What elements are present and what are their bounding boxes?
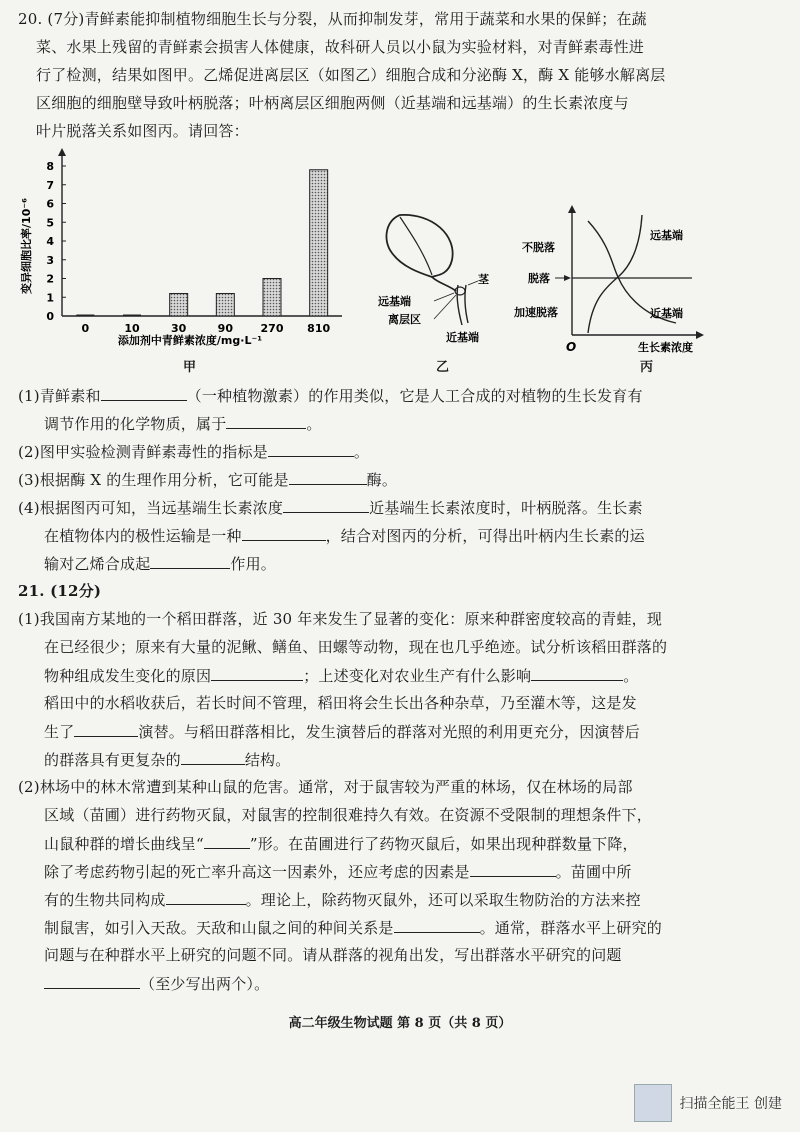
figure-jia-label: 甲 bbox=[183, 360, 197, 375]
scanner-watermark-text: 扫描全能王 创建 bbox=[679, 1096, 782, 1112]
bing-xlabel: 生长素浓度 bbox=[638, 341, 693, 354]
answer-blank[interactable] bbox=[268, 438, 354, 457]
answer-blank[interactable] bbox=[242, 522, 326, 541]
answer-blank[interactable] bbox=[394, 914, 480, 933]
q21-p1-line2: 在已经很少；原来有大量的泥鳅、鳝鱼、田螺等动物，现在也几乎绝迹。试分析该稻田群落的 bbox=[44, 638, 668, 656]
q21-p2-line7: 问题与在种群水平上研究的问题不同。请从群落的视角出发，写出群落水平研究的问题 bbox=[44, 946, 622, 964]
q21-p1-line5: 生了 演替。与稻田群落相比，发生演替后的群落对光照的利用更充分，因演替后 bbox=[44, 718, 640, 745]
q20-line-3: 行了检测，结果如图甲。乙烯促进离层区（如图乙）细胞合成和分泌酶 X，酶 X 能够水解离层 bbox=[36, 66, 666, 84]
jia-category-label: 30 bbox=[171, 322, 187, 335]
stem-label: 茎 bbox=[478, 273, 489, 286]
figure-jia-bar-chart bbox=[14, 146, 354, 376]
answer-blank[interactable] bbox=[531, 662, 623, 681]
bing-no-fall-label: 不脱落 bbox=[522, 241, 555, 254]
answer-blank[interactable] bbox=[150, 550, 230, 569]
q20-sub2: (2)图甲实验检测青鲜素毒性的指标是 。 bbox=[18, 438, 369, 465]
q20-line-2: 菜、水果上残留的青鲜素会损害人体健康，故科研人员以小鼠为实验材料，对青鲜素毒性进 bbox=[36, 38, 645, 56]
answer-blank[interactable] bbox=[181, 746, 245, 765]
jia-category-label: 10 bbox=[124, 322, 140, 335]
q20-sub1-line2: 调节作用的化学物质，属于 。 bbox=[44, 410, 322, 437]
q21-p1-line4: 稻田中的水稻收获后，若长时间不管理，稻田将会生长出各种杂草，乃至灌木等，这是发 bbox=[44, 694, 637, 712]
abscission-zone-label: 离层区 bbox=[388, 313, 421, 326]
leaf-vein bbox=[400, 217, 432, 275]
figure-yi-label: 乙 bbox=[436, 360, 450, 375]
q21-p2-line8: （至少写出两个）。 bbox=[44, 970, 269, 997]
jia-y-tick-label: 8 bbox=[46, 160, 54, 173]
jia-bar-810 bbox=[310, 170, 328, 316]
q20-sub4-line2: 在植物体内的极性运输是一种 ，结合对图丙的分析，可得出叶柄内生长素的运 bbox=[44, 522, 645, 549]
jia-y-tick-label: 0 bbox=[46, 310, 54, 323]
jia-y-tick-label: 6 bbox=[46, 197, 54, 211]
figure-bing-curve bbox=[500, 205, 710, 355]
q21-heading: 21. (12分) bbox=[18, 582, 102, 600]
q21-p1-line3: 物种组成发生变化的原因 ；上述变化对农业生产有什么影响 。 bbox=[44, 662, 638, 689]
answer-blank[interactable] bbox=[204, 830, 250, 849]
figure-bing-label: 丙 bbox=[640, 360, 654, 375]
stem bbox=[457, 285, 468, 325]
jia-y-tick-label: 1 bbox=[46, 291, 54, 305]
q20-line-4: 区细胞的细胞壁导致叶柄脱落；叶柄离层区细胞两侧（近基端和远基端）的生长素浓度与 bbox=[36, 94, 629, 112]
q21-p2-line5: 有的生物共同构成 。理论上，除药物灭鼠外，还可以采取生物防治的方法来控 bbox=[44, 886, 641, 913]
answer-blank[interactable] bbox=[101, 382, 187, 401]
q20-sub4-line1: (4)根据图丙可知，当远基端生长素浓度 近基端生长素浓度时，叶柄脱落。生长素 bbox=[18, 494, 643, 521]
jia-xlabel: 添加剂中青鲜素浓度/mg·L⁻¹ bbox=[117, 334, 263, 347]
jia-category-label: 0 bbox=[81, 322, 90, 335]
scanner-watermark bbox=[634, 1084, 782, 1122]
jia-bar-90 bbox=[216, 294, 234, 317]
answer-blank[interactable] bbox=[283, 494, 369, 513]
near-end-label: 近基端 bbox=[446, 331, 479, 344]
jia-category-label: 270 bbox=[260, 322, 284, 335]
answer-blank[interactable] bbox=[74, 718, 138, 737]
jia-bar-30 bbox=[170, 294, 188, 317]
bing-near-curve-label: 近基端 bbox=[650, 307, 683, 320]
q21-p2-line4: 除了考虑药物引起的死亡率升高这一因素外，还应考虑的因素是 。苗圃中所 bbox=[44, 858, 632, 885]
answer-blank[interactable] bbox=[211, 662, 303, 681]
q21-p2-line6: 制鼠害，如引入天敌。天敌和山鼠之间的种间关系是 。通常，群落水平上研究的 bbox=[44, 914, 662, 941]
jia-y-tick-label: 4 bbox=[46, 235, 54, 248]
q21-p1-line1: (1)我国南方某地的一个稻田群落，近 30 年来发生了显著的变化：原来种群密度较高的青蛙，现 bbox=[18, 610, 663, 628]
near-end-curve bbox=[588, 215, 642, 333]
petiole bbox=[432, 277, 456, 291]
bing-fall-label: 脱落 bbox=[528, 272, 550, 285]
q21-p2-line3: 山鼠种群的增长曲线呈“ ”形。在苗圃进行了药物灭鼠后，如果出现种群数量下降， bbox=[44, 830, 638, 857]
jia-y-tick-label: 5 bbox=[46, 216, 54, 230]
bing-origin: O bbox=[566, 340, 577, 354]
q20-sub1-line1: (1)青鲜素和 （一种植物激素）的作用类似，它是人工合成的对植物的生长发育有 bbox=[18, 382, 643, 409]
answer-blank[interactable] bbox=[226, 410, 306, 429]
q20-line-1: 20. (7分)青鲜素能抑制植物细胞生长与分裂，从而抑制发芽，常用于蔬菜和水果的保鲜；在蔬 bbox=[18, 10, 647, 28]
q21-p2-line2: 区域（苗圃）进行药物灭鼠，对鼠害的控制很难持久有效。在资源不受限制的理想条件下， bbox=[44, 806, 653, 824]
jia-y-tick-label: 3 bbox=[46, 253, 54, 267]
q20-sub3: (3)根据酶 X 的生理作用分析，它可能是 酶。 bbox=[18, 466, 397, 493]
answer-blank[interactable] bbox=[44, 970, 140, 989]
answer-blank[interactable] bbox=[289, 466, 367, 485]
leaf-blade bbox=[386, 215, 452, 277]
abscission-zone bbox=[455, 287, 465, 295]
scanner-logo-icon bbox=[634, 1084, 672, 1122]
answer-blank[interactable] bbox=[166, 886, 246, 905]
jia-ylabel: 变异细胞比率/10⁻⁶ bbox=[20, 198, 33, 294]
q21-p2-line1: (2)林场中的林木常遭到某种山鼠的危害。通常，对于鼠害较为严重的林场，仅在林场的局部 bbox=[18, 778, 633, 796]
q20-sub4-line3: 输对乙烯合成起 作用。 bbox=[44, 550, 276, 577]
jia-bar-270 bbox=[263, 279, 281, 317]
jia-y-tick-label: 7 bbox=[46, 178, 54, 192]
jia-category-label: 90 bbox=[217, 322, 233, 335]
jia-category-label: 810 bbox=[307, 322, 331, 335]
bing-fast-fall-label: 加速脱落 bbox=[514, 306, 558, 319]
far-end-label: 远基端 bbox=[378, 295, 411, 308]
q21-p1-line6: 的群落具有更复杂的 结构。 bbox=[44, 746, 290, 773]
page-footer: 高二年级生物试题 第 8 页（共 8 页） bbox=[288, 1016, 512, 1031]
answer-blank[interactable] bbox=[470, 858, 556, 877]
q20-line-5: 叶片脱落关系如图丙。请回答： bbox=[36, 122, 249, 140]
jia-y-tick-label: 2 bbox=[46, 272, 54, 286]
bing-far-curve-label: 远基端 bbox=[650, 229, 683, 242]
